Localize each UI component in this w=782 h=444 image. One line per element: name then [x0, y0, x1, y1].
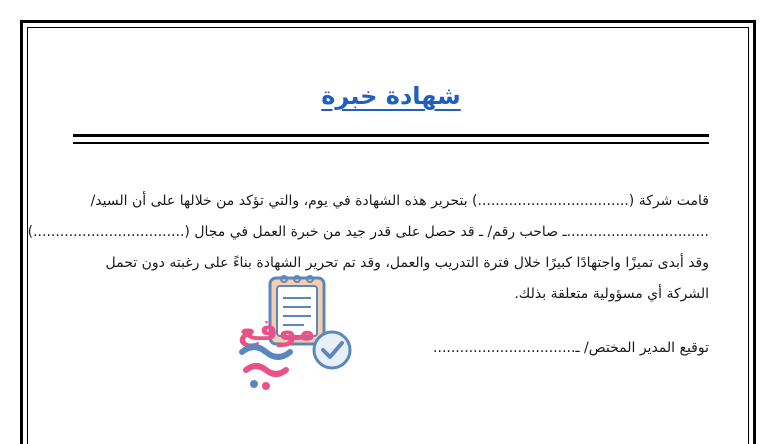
certificate-title-text: شهادة خبرة	[321, 82, 461, 110]
manager-signature-line: توقيع المدير المختص/ ـ................................	[433, 340, 709, 356]
certificate-body	[27, 186, 709, 310]
body-line-1: قامت شركة (..................................) بتحرير هذه الشهادة في يوم، والتي تؤكد من خلالها على أن السيد/	[90, 193, 709, 209]
body-line-2: ................................ـ صاحب رقم/ ـ قد حصل على قدر جيد من خبرة العمل في مجال (..................................)	[27, 224, 709, 240]
watermark-logo-text: موقع	[238, 313, 316, 348]
site-watermark	[236, 270, 356, 395]
body-line-4: الشركة أي مسؤولية متعلقة بذلك.	[514, 286, 709, 302]
title-divider-thick	[73, 134, 709, 137]
certificate-title	[0, 82, 782, 110]
body-line-3: وقد أبدى تميزًا واجتهادًا كبيرًا خلال فترة التدريب والعمل، وقد تم تحرير الشهادة بناءً على رغبته دون تحمل	[105, 255, 709, 271]
title-divider-thin	[73, 142, 709, 144]
notepad-check-icon	[236, 270, 356, 395]
